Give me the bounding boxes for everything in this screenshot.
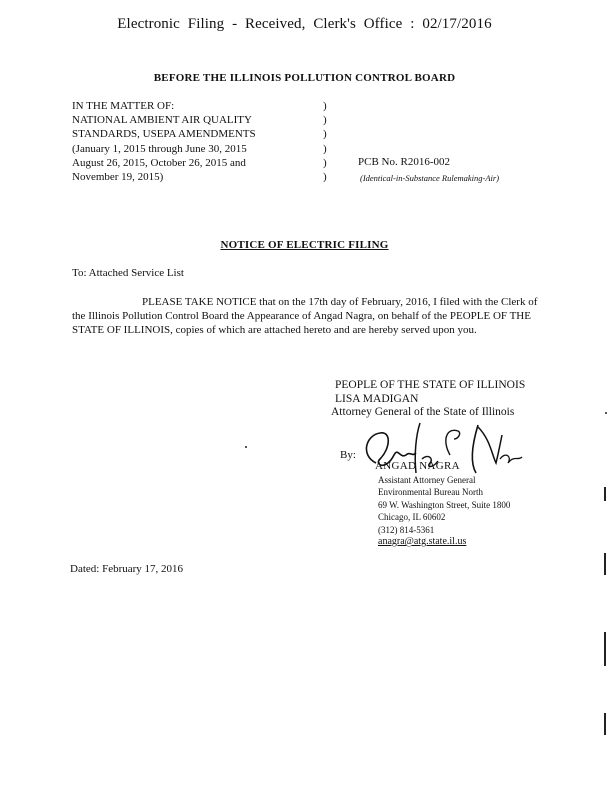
- signer-name: ANGAD NAGRA: [375, 460, 460, 472]
- scan-edge-mark: [604, 553, 606, 575]
- signer-detail-line: Environmental Bureau North: [378, 487, 483, 498]
- case-caption: [72, 99, 256, 184]
- case-number: PCB No. R2016-002: [358, 156, 450, 168]
- board-title: BEFORE THE ILLINOIS POLLUTION CONTROL BOARD: [153, 72, 456, 84]
- caption-line: STANDARDS, USEPA AMENDMENTS: [72, 128, 256, 141]
- signer-detail-line: Chicago, IL 60602: [378, 512, 446, 523]
- caption-paren: ): [323, 114, 327, 127]
- caption-line: IN THE MATTER OF:: [72, 100, 175, 112]
- filing-stamp-header: Electronic Filing - Received, Clerk's Office : 02/17/2016: [117, 16, 492, 32]
- signer-detail-line: 69 W. Washington Street, Suite 1800: [378, 499, 511, 510]
- attorney-general-title: Attorney General of the State of Illinois: [331, 406, 515, 418]
- caption-paren: ): [323, 171, 327, 184]
- caption-paren: ): [323, 128, 327, 141]
- caption-paren: ): [323, 156, 327, 169]
- scan-speck: [245, 446, 247, 448]
- caption-paren: ): [323, 142, 327, 155]
- scan-edge-mark: [604, 487, 606, 501]
- signer-email: anagra@atg.state.il.us: [378, 536, 467, 548]
- caption-line: August 26, 2015, October 26, 2015 and: [72, 156, 246, 169]
- notice-body-paragraph: [72, 295, 544, 337]
- signature-block: [331, 379, 525, 420]
- to-line: To: Attached Service List: [72, 267, 184, 279]
- caption-paren: ): [323, 100, 327, 112]
- party-name: PEOPLE OF THE STATE OF ILLINOIS: [335, 379, 526, 391]
- attorney-general-name: LISA MADIGAN: [335, 392, 419, 405]
- scan-speck: [605, 412, 607, 414]
- scan-edge-mark: [604, 713, 606, 735]
- scan-edge-mark: [604, 632, 606, 666]
- caption-line: November 19, 2015): [72, 171, 164, 184]
- dated-line: Dated: February 17, 2016: [70, 563, 184, 575]
- notice-title: NOTICE OF ELECTRIC FILING: [220, 239, 389, 251]
- signer-detail-line: (312) 814-5361: [378, 524, 435, 535]
- case-type: (Identical-in-Substance Rulemaking-Air): [360, 173, 500, 183]
- signer-detail-line: Assistant Attorney General: [378, 475, 476, 485]
- caption-line: NATIONAL AMBIENT AIR QUALITY: [72, 114, 252, 127]
- by-label: By:: [340, 449, 356, 461]
- caption-parens: [323, 99, 327, 184]
- caption-line: (January 1, 2015 through June 30, 2015: [72, 142, 247, 155]
- signer-details: [378, 474, 510, 548]
- notice-body-text: PLEASE TAKE NOTICE that on the 17th day of February, 2016, I filed with the Clerk of the Illinois Pollution Control Board the Appearance of Angad Nagra, on behalf of the PEOPLE OF THE STATE OF ILLINOIS, copies of which are attached hereto and are hereby served upon you.: [72, 296, 538, 336]
